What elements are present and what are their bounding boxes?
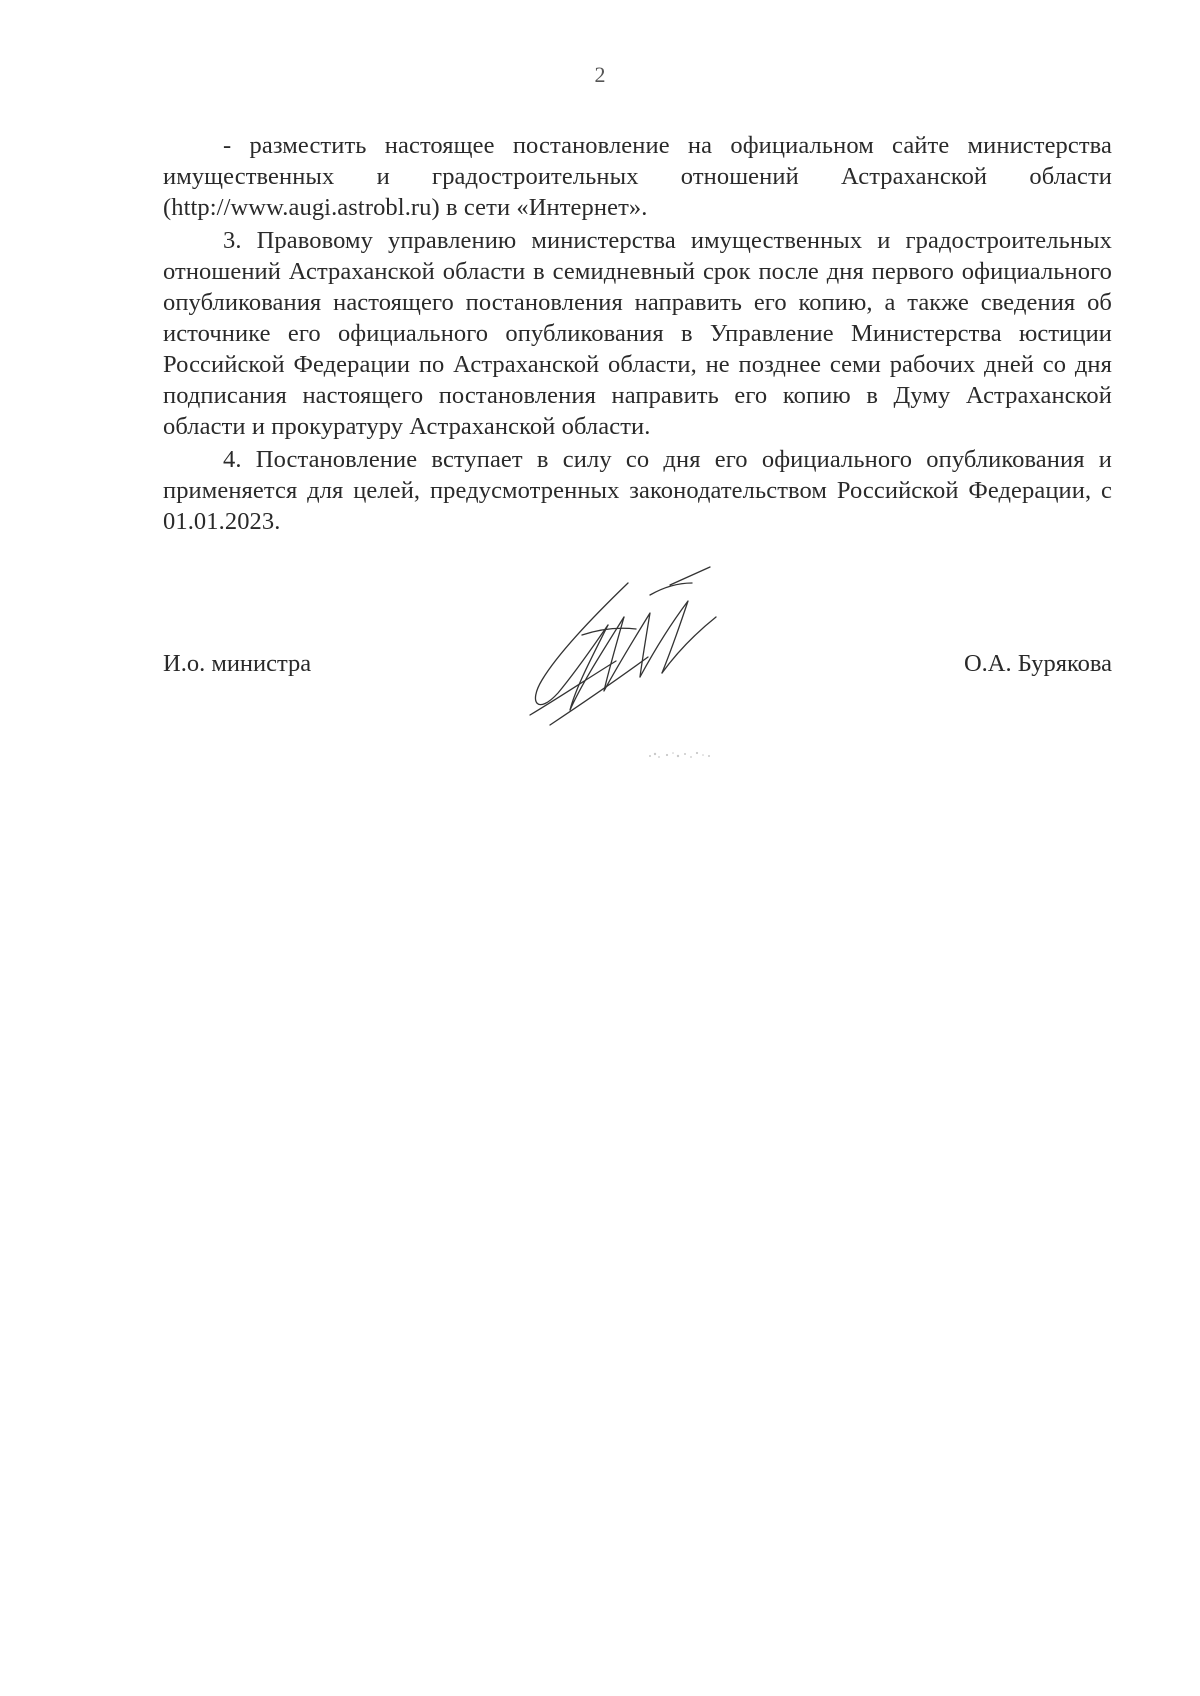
document-body: [163, 130, 1112, 537]
paragraph-effective-date: 4. Постановление вступает в силу со дня его официального опубликования и применяется для целей, предусмотренных законодательством Российской Федерации, с 01.01.2023.: [163, 446, 1112, 535]
handwritten-signature: [520, 565, 740, 730]
page-number: 2: [594, 62, 606, 87]
paragraph-legal-department: 3. Правовому управлению министерства имущественных и градостроительных отношений Астраханской области в семидневный срок после дня первого официального опубликования настоящего постановления направить его копию, а также сведения об источнике его официального опубликования в Управление Министерства юстиции Российской Федерации по Астраханской области, не позднее семи рабочих дней со дня подписания настоящего постановления направить его копию в Думу Астраханской области и прокуратуру Астраханской области.: [163, 227, 1112, 440]
paragraph-publish-site: - разместить настоящее постановление на официальном сайте министерства имущественных и градостроительных отношений Астраханской области (http://www.augi.astrobl.ru) в сети «Интернет».: [163, 132, 1112, 221]
signatory-name: О.А. Бурякова: [963, 650, 1112, 677]
faint-stamp-mark: [645, 748, 715, 762]
signatory-role: И.о. министра: [163, 650, 312, 677]
